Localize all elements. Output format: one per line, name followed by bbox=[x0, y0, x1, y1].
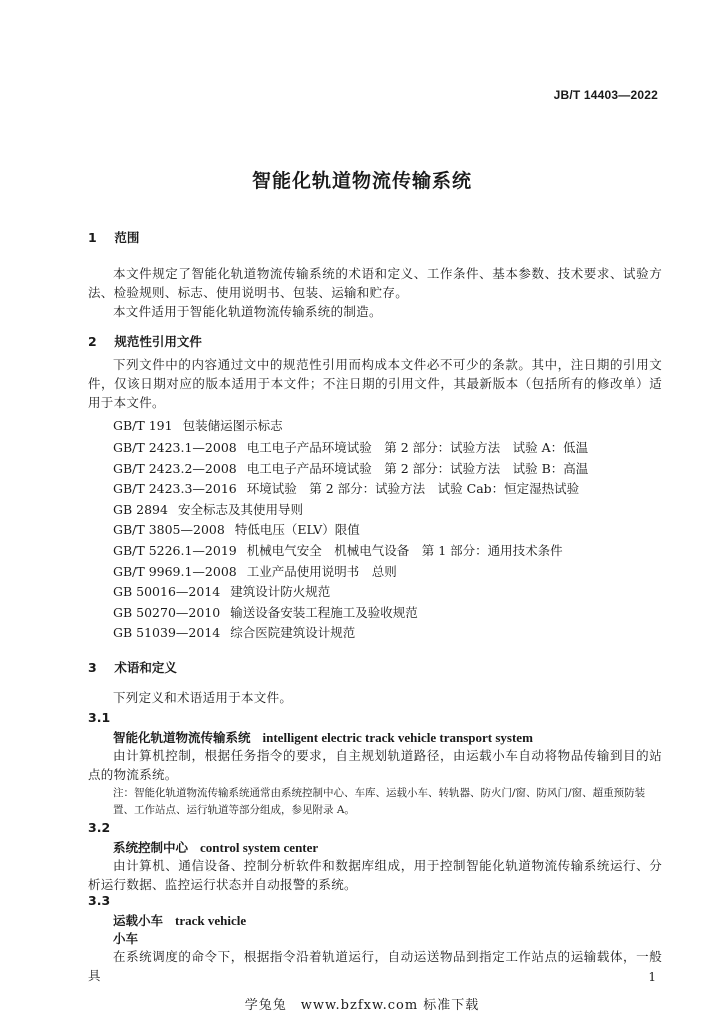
page-number: 1 bbox=[648, 970, 656, 984]
reference-title: 综合医院建筑设计规范 bbox=[230, 625, 356, 640]
note-label: 注： bbox=[113, 787, 134, 799]
terms-intro: 下列定义和术语适用于本文件。 bbox=[113, 690, 293, 705]
section-3-heading bbox=[88, 658, 177, 676]
term-number: 3.3 bbox=[88, 893, 111, 908]
reference-code: GB/T 191 bbox=[113, 418, 173, 433]
reference-item bbox=[113, 416, 283, 435]
reference-item bbox=[113, 582, 330, 601]
reference-code: GB 50270—2010 bbox=[113, 605, 221, 620]
document-title: 智能化轨道物流传输系统 bbox=[251, 170, 472, 192]
term-alternative: 小车 bbox=[113, 931, 139, 946]
standard-number: JB/T 14403—2022 bbox=[553, 88, 658, 102]
reference-code: GB/T 2423.1—2008 bbox=[113, 440, 237, 455]
reference-item bbox=[113, 520, 360, 539]
reference-item bbox=[113, 562, 397, 581]
term-heading bbox=[113, 911, 246, 929]
reference-code: GB/T 9969.1—2008 bbox=[113, 564, 237, 579]
reference-item bbox=[113, 541, 563, 560]
reference-code: GB/T 5226.1—2019 bbox=[113, 543, 237, 558]
term-number: 3.2 bbox=[88, 820, 111, 835]
scope-paragraph: 本文件规定了智能化轨道物流传输系统的术语和定义、工作条件、基本参数、技术要求、试验方法、检验规则、标志、使用说明书、包装、运输和贮存。 bbox=[88, 266, 662, 300]
term-english: track vehicle bbox=[175, 913, 247, 928]
reference-item bbox=[113, 603, 418, 622]
reference-title: 工业产品使用说明书 总则 bbox=[246, 564, 397, 579]
term-heading bbox=[113, 838, 318, 856]
reference-item bbox=[113, 500, 303, 519]
reference-item bbox=[113, 459, 588, 478]
download-watermark-footer: 学兔兔 www.bzfxw.com 标准下载 bbox=[244, 998, 480, 1013]
reference-item bbox=[113, 623, 355, 642]
reference-title: 建筑设计防火规范 bbox=[230, 584, 331, 599]
reference-title: 特低电压（ELV）限值 bbox=[234, 522, 360, 537]
term-chinese: 系统控制中心 bbox=[113, 840, 189, 855]
section-title: 范围 bbox=[114, 230, 140, 245]
term-definition: 由计算机控制，根据任务指令的要求，自主规划轨道路径，由运载小车自动将物品传输到目的站点的物流系统。 bbox=[88, 748, 662, 782]
reference-title: 环境试验 第 2 部分：试验方法 试验 Cab：恒定湿热试验 bbox=[246, 481, 580, 496]
reference-title: 机械电气安全 机械电气设备 第 1 部分：通用技术条件 bbox=[246, 543, 563, 558]
reference-code: GB/T 2423.3—2016 bbox=[113, 481, 237, 496]
reference-item bbox=[113, 438, 588, 457]
reference-title: 包装储运图示标志 bbox=[182, 418, 283, 433]
scope-applicability: 本文件适用于智能化轨道物流传输系统的制造。 bbox=[113, 304, 382, 319]
reference-title: 电工电子产品环境试验 第 2 部分：试验方法 试验 B：高温 bbox=[246, 461, 589, 476]
term-definition: 在系统调度的命令下，根据指令沿着轨道运行，自动运送物品到指定工作站点的运输载体，一般具 bbox=[88, 949, 662, 983]
section-number: 3 bbox=[88, 660, 97, 675]
reference-code: GB/T 3805—2008 bbox=[113, 522, 225, 537]
section-title: 规范性引用文件 bbox=[114, 334, 202, 349]
section-number: 2 bbox=[88, 334, 97, 349]
section-title: 术语和定义 bbox=[114, 660, 177, 675]
reference-code: GB 50016—2014 bbox=[113, 584, 221, 599]
normative-references-intro: 下列文件中的内容通过文中的规范性引用而构成本文件必不可少的条款。其中，注日期的引用文件，仅该日期对应的版本适用于本文件；不注日期的引用文件，其最新版本（包括所有的修改单）适用于本文件。 bbox=[88, 357, 662, 410]
section-1-heading bbox=[88, 228, 139, 246]
reference-item bbox=[113, 479, 579, 498]
term-chinese: 运载小车 bbox=[113, 913, 164, 928]
reference-title: 安全标志及其使用导则 bbox=[177, 502, 303, 517]
term-chinese: 智能化轨道物流传输系统 bbox=[113, 730, 251, 745]
section-2-heading bbox=[88, 332, 202, 350]
note-text: 智能化轨道物流传输系统通常由系统控制中心、车库、运载小车、转轨器、防火门/窗、防风门/窗、超重预防装置、工作站点、运行轨道等部分组成，参见附录 A。 bbox=[113, 787, 646, 816]
section-number: 1 bbox=[88, 230, 97, 245]
reference-title: 电工电子产品环境试验 第 2 部分：试验方法 试验 A：低温 bbox=[246, 440, 589, 455]
term-note bbox=[113, 785, 663, 819]
reference-code: GB/T 2423.2—2008 bbox=[113, 461, 237, 476]
term-heading bbox=[113, 728, 533, 746]
reference-code: GB 51039—2014 bbox=[113, 625, 221, 640]
reference-title: 输送设备安装工程施工及验收规范 bbox=[230, 605, 418, 620]
term-english: control system center bbox=[200, 840, 319, 855]
term-number: 3.1 bbox=[88, 710, 111, 725]
term-definition: 由计算机、通信设备、控制分析软件和数据库组成，用于控制智能化轨道物流传输系统运行、分析运行数据、监控运行状态并自动报警的系统。 bbox=[88, 858, 662, 892]
reference-code: GB 2894 bbox=[113, 502, 168, 517]
term-english: intelligent electric track vehicle transport system bbox=[262, 730, 533, 745]
